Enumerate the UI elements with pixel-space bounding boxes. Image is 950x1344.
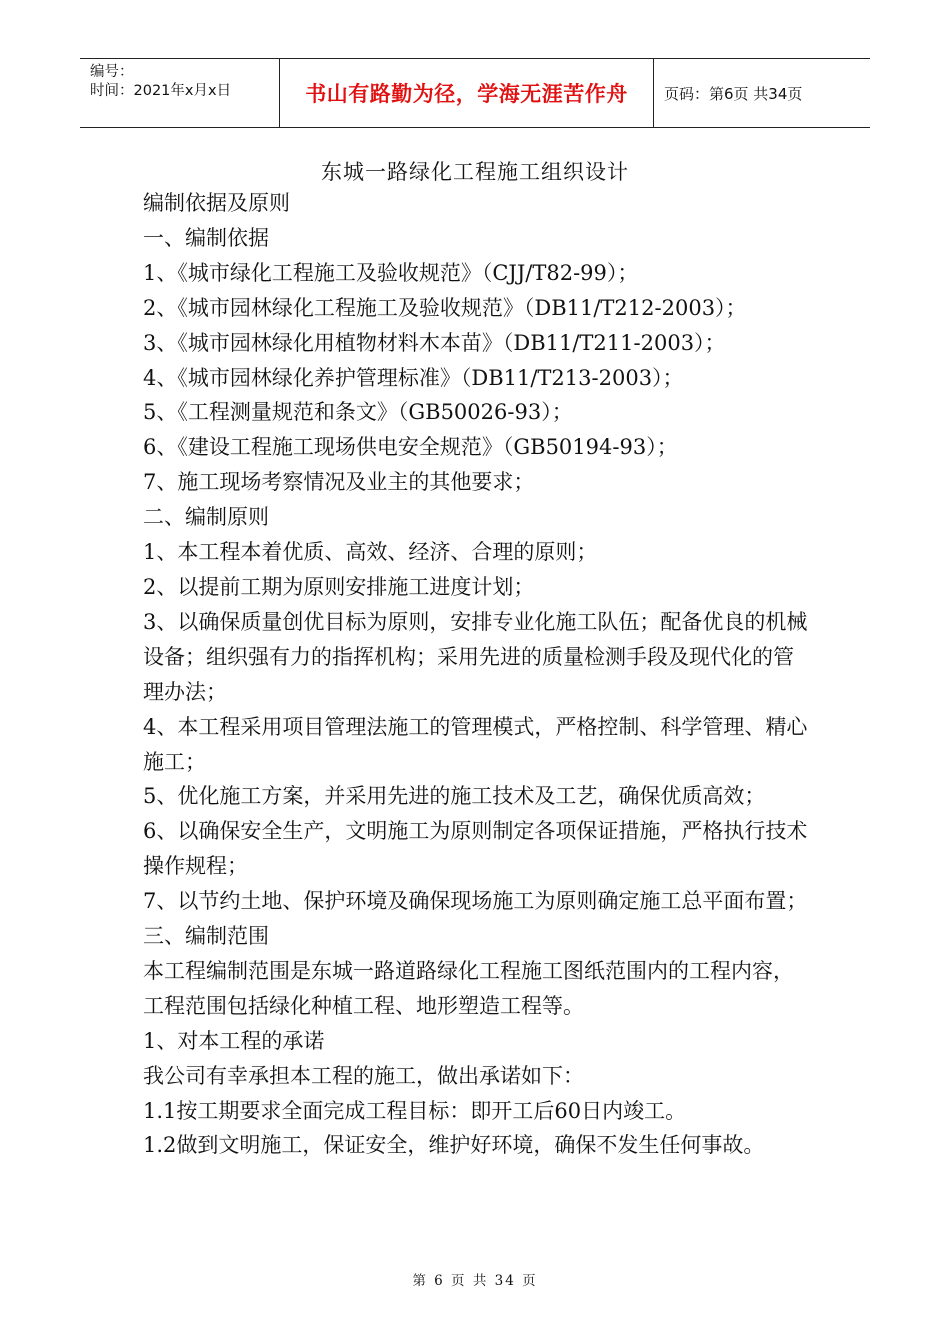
header-motto: 书山有路勤为径，学海无涯苦作舟: [280, 59, 654, 127]
paragraph: 3、《城市园林绿化用植物材料木本苗》（DB11/T211-2003）；: [143, 330, 726, 355]
paragraph: 三、编制范围: [143, 924, 269, 949]
paragraph: 5、《工程测量规范和条文》（GB50026-93）；: [143, 400, 573, 425]
paragraph: 3、以确保质量创优目标为原则，安排专业化施工队伍；配备优良的机械设备；组织强有力的指挥机构；采用先进的质量检测手段及现代化的管理办法；: [143, 609, 808, 704]
paragraph: 7、施工现场考察情况及业主的其他要求；: [143, 470, 535, 495]
number-label: 编号：: [90, 64, 134, 80]
paragraph: 1.1按工期要求全面完成工程目标：即开工后60日内竣工。: [143, 1098, 687, 1123]
paragraph: 6、以确保安全生产，文明施工为原则制定各项保证措施，严格执行技术操作规程；: [143, 819, 808, 879]
paragraph: 2、以提前工期为原则安排施工进度计划；: [143, 574, 535, 599]
paragraph: 本工程编制范围是东城一路道路绿化工程施工图纸范围内的工程内容，工程范围包括绿化种植工程、地形塑造工程等。: [143, 958, 794, 1018]
page-header: [80, 58, 870, 128]
document-body: [143, 186, 813, 1163]
paragraph: 1、对本工程的承诺: [143, 1028, 325, 1053]
header-page-info: 页码：第6页 共34页: [664, 84, 803, 103]
paragraph: 7、以节约土地、保护环境及确保现场施工为原则确定施工总平面布置；: [143, 889, 808, 914]
header-meta: [80, 59, 280, 127]
paragraph: 二、编制原则: [143, 505, 269, 530]
paragraph: 4、本工程采用项目管理法施工的管理模式，严格控制、科学管理、精心施工；: [143, 714, 808, 774]
paragraph: 1、本工程本着优质、高效、经济、合理的原则；: [143, 540, 598, 565]
page-footer: 第 6 页 共 34 页: [412, 1273, 538, 1289]
time-label: 时间：2021年x月x日: [90, 83, 232, 99]
document-title: 东城一路绿化工程施工组织设计: [321, 160, 629, 184]
paragraph: 一、编制依据: [143, 225, 269, 250]
paragraph: 我公司有幸承担本工程的施工，做出承诺如下：: [143, 1063, 584, 1088]
paragraph: 编制依据及原则: [143, 191, 290, 215]
paragraph: 2、《城市园林绿化工程施工及验收规范》（DB11/T212-2003）；: [143, 295, 747, 320]
paragraph: 1.2做到文明施工，保证安全，维护好环境，确保不发生任何事故。: [143, 1133, 765, 1158]
paragraph: 5、优化施工方案，并采用先进的施工技术及工艺，确保优质高效；: [143, 784, 766, 809]
paragraph: 1、《城市绿化工程施工及验收规范》（CJJ/T82-99）；: [143, 260, 639, 285]
paragraph: 4、《城市园林绿化养护管理标准》（DB11/T213-2003）；: [143, 365, 684, 390]
paragraph: 6、《建设工程施工现场供电安全规范》（GB50194-93）；: [143, 435, 678, 460]
